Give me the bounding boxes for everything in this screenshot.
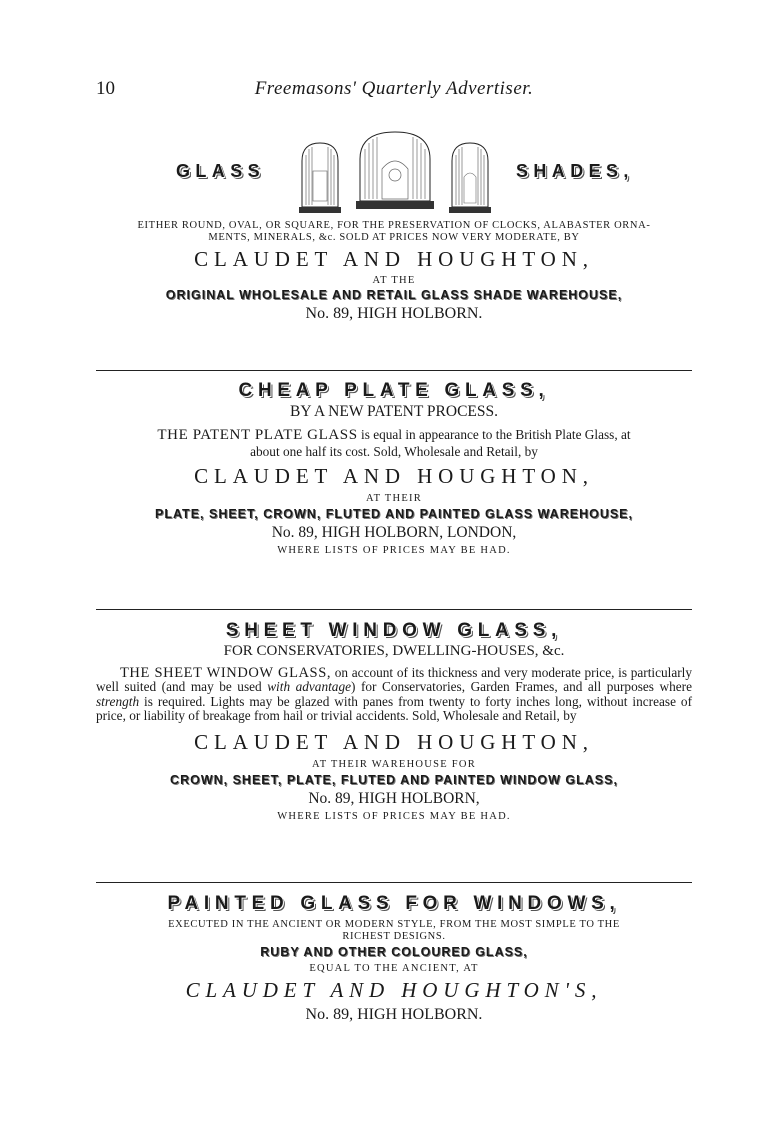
ad1-at: AT THE bbox=[372, 275, 416, 286]
ad3-title: SHEET WINDOW GLASS, bbox=[225, 620, 563, 641]
ad2-title: CHEAP PLATE GLASS, bbox=[238, 380, 550, 401]
ad3-body-part-b: on account of its thickness and very moderate price, is particularly well suited (and may be used bbox=[96, 665, 693, 695]
glass-shades-banner bbox=[96, 133, 692, 215]
ad-cheap-plate-glass bbox=[96, 380, 692, 556]
ad4-equal: EQUAL TO THE ANCIENT, AT bbox=[309, 963, 479, 974]
ad2-at: AT THEIR bbox=[365, 493, 423, 504]
ad1-description-line-2: MENTS, MINERALS, &c. SOLD AT PRICES NOW VERY MODERATE, BY bbox=[208, 232, 580, 243]
ad3-body-part-f: is required. Lights may be glazed with panes from twenty to forty inches long, without increase of price, or liability of breakage from hail or trivial accidents. Sold, Wholesale and Retail, by bbox=[96, 693, 692, 724]
ad2-lists: WHERE LISTS OF PRICES MAY BE HAD. bbox=[277, 545, 511, 556]
ad1-title-left: GLASS bbox=[176, 161, 266, 181]
running-title: Freemasons' Quarterly Advertiser. bbox=[254, 78, 534, 99]
ad2-body-line-2: about one half its cost. Sold, Wholesale and Retail, by bbox=[250, 444, 538, 459]
page-header bbox=[96, 78, 692, 100]
ad3-subtitle: FOR CONSERVATORIES, DWELLING-HOUSES, &c. bbox=[223, 643, 565, 659]
section-divider bbox=[96, 609, 692, 610]
ad2-body-lead: THE PATENT PLATE GLASS bbox=[157, 427, 358, 443]
ad2-subtitle: BY A NEW PATENT PROCESS. bbox=[289, 403, 499, 420]
ad4-firm-name: CLAUDET AND HOUGHTON'S, bbox=[185, 978, 603, 1002]
page-number: 10 bbox=[96, 78, 115, 99]
ad4-title: PAINTED GLASS FOR WINDOWS, bbox=[167, 893, 621, 914]
ad3-body-emphasis-strength: strength bbox=[96, 693, 140, 709]
section-divider bbox=[96, 370, 692, 371]
small-glass-shade-illustration-right bbox=[448, 141, 492, 215]
ad3-warehouse: CROWN, SHEET, PLATE, FLUTED AND PAINTED WINDOW GLASS, bbox=[170, 772, 618, 787]
ad3-body-paragraph bbox=[96, 666, 692, 724]
ad1-warehouse: ORIGINAL WHOLESALE AND RETAIL GLASS SHADE WAREHOUSE, bbox=[165, 288, 623, 302]
ad3-firm-name: CLAUDET AND HOUGHTON, bbox=[194, 729, 594, 754]
ad4-address: No. 89, HIGH HOLBORN. bbox=[305, 1006, 483, 1023]
ad4-ruby-glass: RUBY AND OTHER COLOURED GLASS, bbox=[260, 945, 528, 959]
ad2-address: No. 89, HIGH HOLBORN, LONDON, bbox=[271, 524, 517, 541]
ad1-address: No. 89, HIGH HOLBORN. bbox=[305, 305, 483, 322]
ad3-body-part-d: ) for Conservatories, Garden Frames, and all purposes where bbox=[351, 679, 692, 695]
ad4-description-line-1: EXECUTED IN THE ANCIENT OR MODERN STYLE, FROM THE MOST SIMPLE TO THE bbox=[168, 919, 620, 930]
small-glass-shade-illustration bbox=[298, 141, 342, 215]
ad1-firm-name: CLAUDET AND HOUGHTON, bbox=[194, 247, 594, 271]
ad3-body-lead: THE SHEET WINDOW GLASS, bbox=[120, 665, 332, 681]
ad-sheet-window-glass bbox=[96, 620, 692, 822]
large-glass-shade-illustration bbox=[354, 129, 436, 213]
ad2-firm-name: CLAUDET AND HOUGHTON, bbox=[194, 464, 594, 488]
ad3-address: No. 89, HIGH HOLBORN, bbox=[308, 789, 480, 807]
ad3-body-emphasis-advantage: with advantage bbox=[267, 679, 351, 695]
ad2-body-rest: is equal in appearance to the British Plate Glass, at bbox=[357, 427, 631, 442]
ad-glass-shades bbox=[96, 220, 692, 323]
ad1-title-right: SHADES, bbox=[516, 161, 634, 181]
section-divider bbox=[96, 882, 692, 883]
ad3-lists: WHERE LISTS OF PRICES MAY BE HAD. bbox=[277, 810, 511, 822]
ad1-description-line-1: EITHER ROUND, OVAL, OR SQUARE, FOR THE PRESERVATION OF CLOCKS, ALABASTER ORNA- bbox=[137, 220, 651, 231]
ad2-body-line-1 bbox=[96, 427, 692, 444]
ad3-at: AT THEIR WAREHOUSE FOR bbox=[312, 758, 476, 770]
ad-painted-glass bbox=[96, 893, 692, 1024]
ad4-description-line-2: RICHEST DESIGNS. bbox=[342, 931, 446, 942]
ad2-warehouse: PLATE, SHEET, CROWN, FLUTED AND PAINTED GLASS WAREHOUSE, bbox=[154, 507, 633, 521]
